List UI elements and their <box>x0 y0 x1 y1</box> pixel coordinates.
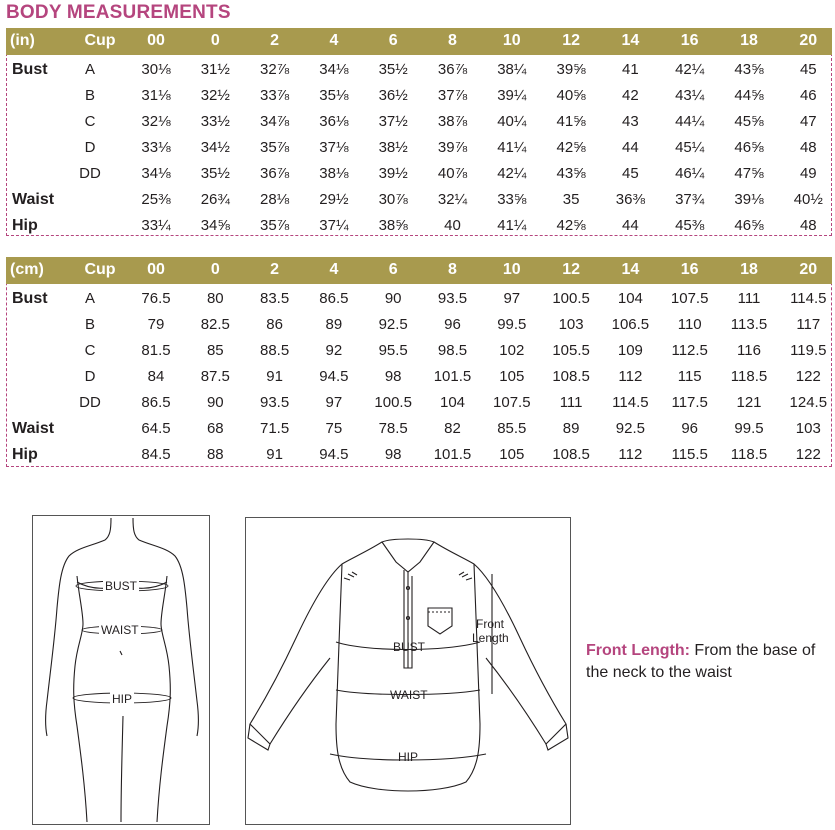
value-cell: 96 <box>681 420 699 437</box>
value-cell: 38⅞ <box>437 113 468 130</box>
value-cell: 90 <box>384 290 402 307</box>
cup-cell: A <box>84 61 95 78</box>
value-cell: 36⅜ <box>615 191 645 208</box>
value-cell: 92.5 <box>615 420 645 437</box>
size-header: 0 <box>210 261 220 278</box>
size-header: 4 <box>329 32 339 49</box>
value-cell: 40¼ <box>497 113 527 130</box>
table-row <box>6 339 832 365</box>
row-label: Bust <box>12 290 48 307</box>
table-row <box>6 287 832 313</box>
inch-table <box>6 28 832 236</box>
value-cell: 43⅝ <box>734 61 764 78</box>
value-cell: 49 <box>799 165 817 182</box>
value-cell: 97 <box>503 290 521 307</box>
value-cell: 81.5 <box>141 342 171 359</box>
value-cell: 114.5 <box>790 290 827 307</box>
value-cell: 78.5 <box>378 420 408 437</box>
value-cell: 115 <box>677 368 702 385</box>
value-cell: 46¼ <box>675 165 705 182</box>
value-cell: 37⅛ <box>319 139 349 156</box>
value-cell: 34⅛ <box>319 61 349 78</box>
value-cell: 37½ <box>378 113 408 130</box>
unit-label: (cm) <box>10 261 44 278</box>
value-cell: 98 <box>384 446 402 463</box>
size-header: 12 <box>562 261 580 278</box>
value-cell: 90 <box>206 394 224 411</box>
value-cell: 40½ <box>793 191 823 208</box>
value-cell: 34⅞ <box>259 113 290 130</box>
value-cell: 107.5 <box>670 290 709 307</box>
size-header: 10 <box>502 32 521 49</box>
size-header: 20 <box>799 261 818 278</box>
value-cell: 71.5 <box>259 420 290 437</box>
row-label: Hip <box>12 446 38 463</box>
table-row <box>6 110 832 136</box>
value-cell: 91 <box>266 446 283 463</box>
value-cell: 85.5 <box>497 420 527 437</box>
value-cell: 86 <box>266 316 283 333</box>
value-cell: 117 <box>796 316 821 333</box>
size-header: 4 <box>329 261 339 278</box>
value-cell: 39¼ <box>497 87 527 104</box>
value-cell: 84 <box>147 368 165 385</box>
value-cell: 104 <box>439 394 466 411</box>
table-row <box>6 365 832 391</box>
waist-label: WAIST <box>101 623 139 637</box>
size-header: 2 <box>270 32 280 49</box>
value-cell: 121 <box>736 394 762 411</box>
value-cell: 42¼ <box>497 165 527 182</box>
table-row <box>6 214 832 240</box>
size-header: 8 <box>448 32 457 49</box>
size-header: 12 <box>562 32 580 49</box>
value-cell: 33⅛ <box>141 139 171 156</box>
value-cell: 41⅝ <box>556 113 586 130</box>
value-cell: 28⅛ <box>259 191 290 208</box>
value-cell: 38¼ <box>497 61 527 78</box>
value-cell: 43 <box>622 113 639 130</box>
value-cell: 95.5 <box>378 342 408 359</box>
value-cell: 89 <box>325 316 343 333</box>
size-header: 00 <box>147 32 165 49</box>
value-cell: 31⅛ <box>141 87 171 104</box>
value-cell: 97 <box>325 394 343 411</box>
value-cell: 32¼ <box>437 191 468 208</box>
table-row <box>6 58 832 84</box>
value-cell: 32⅞ <box>259 61 290 78</box>
table-header <box>6 28 832 55</box>
value-cell: 40⅝ <box>556 87 586 104</box>
value-cell: 46⅝ <box>734 217 764 234</box>
size-header: 14 <box>621 261 640 278</box>
value-cell: 35⅛ <box>319 87 349 104</box>
value-cell: 35 <box>562 191 580 208</box>
value-cell: 103 <box>795 420 821 437</box>
table-row <box>6 391 832 417</box>
value-cell: 94.5 <box>319 446 349 463</box>
value-cell: 111 <box>559 394 583 411</box>
value-cell: 32⅛ <box>141 113 171 130</box>
value-cell: 122 <box>795 368 821 385</box>
value-cell: 82 <box>444 420 461 437</box>
value-cell: 92.5 <box>378 316 408 333</box>
value-cell: 34½ <box>200 139 230 156</box>
value-cell: 80 <box>206 290 224 307</box>
cup-cell: B <box>84 316 95 333</box>
value-cell: 44¼ <box>675 113 705 130</box>
value-cell: 33⅝ <box>497 191 527 208</box>
value-cell: 36½ <box>378 87 408 104</box>
front-length-label: Front Length <box>472 617 509 645</box>
value-cell: 44 <box>622 217 639 234</box>
value-cell: 33½ <box>200 113 230 130</box>
value-cell: 33¼ <box>141 217 171 234</box>
value-cell: 112 <box>618 368 643 385</box>
value-cell: 101.5 <box>433 368 472 385</box>
value-cell: 42¼ <box>675 61 705 78</box>
value-cell: 91 <box>266 368 283 385</box>
value-cell: 25⅜ <box>141 191 171 208</box>
value-cell: 119.5 <box>790 342 827 359</box>
value-cell: 83.5 <box>259 290 290 307</box>
value-cell: 42⅝ <box>556 217 586 234</box>
value-cell: 40⅞ <box>437 165 468 182</box>
value-cell: 116 <box>737 342 761 359</box>
value-cell: 86.5 <box>319 290 349 307</box>
value-cell: 43⅝ <box>556 165 586 182</box>
value-cell: 98 <box>384 368 402 385</box>
size-header: 16 <box>680 261 699 278</box>
note-text: From the base of the neck to the waist <box>586 642 816 681</box>
cup-cell: C <box>84 113 96 130</box>
value-cell: 39⅛ <box>734 191 764 208</box>
value-cell: 35½ <box>378 61 408 78</box>
value-cell: 89 <box>562 420 580 437</box>
bust-label: BUST <box>105 579 138 593</box>
table-row <box>6 162 832 188</box>
value-cell: 84.5 <box>141 446 171 463</box>
value-cell: 43¼ <box>675 87 705 104</box>
value-cell: 32½ <box>200 87 230 104</box>
value-cell: 79 <box>147 316 165 333</box>
value-cell: 44 <box>622 139 639 156</box>
table-row <box>6 443 832 469</box>
value-cell: 112.5 <box>671 342 708 359</box>
value-cell: 106.5 <box>611 316 650 333</box>
value-cell: 88 <box>206 446 224 463</box>
table-header <box>6 257 832 284</box>
value-cell: 85 <box>206 342 224 359</box>
value-cell: 42 <box>622 87 639 104</box>
cup-cell: C <box>84 342 96 359</box>
value-cell: 113.5 <box>730 316 768 333</box>
value-cell: 36⅛ <box>319 113 349 130</box>
shirt-waist-label: WAIST <box>390 688 428 702</box>
value-cell: 102 <box>499 342 525 359</box>
note-term: Front Length: <box>586 642 690 659</box>
value-cell: 41 <box>622 61 639 78</box>
hip-label: HIP <box>112 692 133 706</box>
value-cell: 117.5 <box>671 394 708 411</box>
size-header: 6 <box>388 32 398 49</box>
value-cell: 31½ <box>200 61 230 78</box>
value-cell: 68 <box>206 420 224 437</box>
value-cell: 118.5 <box>730 446 768 463</box>
value-cell: 35⅞ <box>259 139 290 156</box>
size-header: 16 <box>680 32 699 49</box>
cup-cell: D <box>84 368 96 385</box>
value-cell: 44⅝ <box>734 87 764 104</box>
size-header: 18 <box>740 32 758 49</box>
value-cell: 35½ <box>200 165 230 182</box>
value-cell: 105 <box>499 368 525 385</box>
shirt-bust-label: BUST <box>393 640 426 654</box>
value-cell: 45⅝ <box>734 113 764 130</box>
value-cell: 108.5 <box>552 446 590 463</box>
front-length-note <box>586 640 826 684</box>
size-header: 6 <box>388 261 398 278</box>
value-cell: 82.5 <box>200 316 230 333</box>
cup-cell: DD <box>79 394 101 411</box>
value-cell: 75 <box>325 420 343 437</box>
cup-cell: D <box>84 139 96 156</box>
value-cell: 105 <box>499 446 525 463</box>
value-cell: 87.5 <box>200 368 230 385</box>
value-cell: 37¼ <box>319 217 349 234</box>
value-cell: 100.5 <box>552 290 590 307</box>
value-cell: 93.5 <box>437 290 468 307</box>
value-cell: 38⅛ <box>319 165 349 182</box>
value-cell: 41¼ <box>497 217 527 234</box>
value-cell: 30⅞ <box>378 191 408 208</box>
table-row <box>6 313 832 339</box>
value-cell: 100.5 <box>374 394 412 411</box>
value-cell: 34⅝ <box>200 217 230 234</box>
cup-cell: DD <box>79 165 101 182</box>
value-cell: 88.5 <box>259 342 290 359</box>
body-figure <box>32 515 210 825</box>
value-cell: 37¾ <box>675 191 705 208</box>
value-cell: 46 <box>799 87 817 104</box>
value-cell: 110 <box>677 316 702 333</box>
value-cell: 37⅞ <box>437 87 468 104</box>
value-cell: 41¼ <box>497 139 527 156</box>
value-cell: 47⅝ <box>734 165 764 182</box>
value-cell: 124.5 <box>789 394 828 411</box>
value-cell: 47 <box>799 113 817 130</box>
value-cell: 48 <box>799 139 817 156</box>
value-cell: 118.5 <box>730 368 768 385</box>
value-cell: 36⅞ <box>259 165 290 182</box>
value-cell: 96 <box>444 316 461 333</box>
value-cell: 40 <box>444 217 461 234</box>
value-cell: 109 <box>617 342 643 359</box>
cm-table <box>6 257 832 467</box>
cup-cell: B <box>84 87 95 104</box>
size-header: 8 <box>448 261 457 278</box>
value-cell: 38½ <box>378 139 408 156</box>
shirt-illustration <box>246 518 570 824</box>
size-header: 00 <box>147 261 165 278</box>
size-header: 2 <box>270 261 280 278</box>
value-cell: 105.5 <box>552 342 590 359</box>
value-cell: 45¼ <box>675 139 705 156</box>
value-cell: 42⅝ <box>556 139 586 156</box>
value-cell: 107.5 <box>493 394 531 411</box>
value-cell: 112 <box>618 446 643 463</box>
shirt-figure <box>245 517 571 825</box>
table-row <box>6 136 832 162</box>
body-outline-illustration <box>33 516 209 824</box>
value-cell: 99.5 <box>734 420 764 437</box>
value-cell: 99.5 <box>497 316 527 333</box>
value-cell: 46⅝ <box>734 139 764 156</box>
page-title: BODY MEASUREMENTS <box>6 2 231 23</box>
value-cell: 36⅞ <box>437 61 468 78</box>
value-cell: 39⅝ <box>556 61 586 78</box>
row-label: Waist <box>12 420 55 437</box>
value-cell: 26¾ <box>200 191 230 208</box>
size-header: 14 <box>621 32 640 49</box>
value-cell: 103 <box>558 316 584 333</box>
value-cell: 94.5 <box>319 368 349 385</box>
shirt-hip-label: HIP <box>398 750 419 764</box>
value-cell: 122 <box>795 446 821 463</box>
value-cell: 48 <box>799 217 817 234</box>
value-cell: 33⅞ <box>259 87 290 104</box>
value-cell: 93.5 <box>259 394 290 411</box>
value-cell: 45 <box>799 61 817 78</box>
value-cell: 29½ <box>319 191 349 208</box>
value-cell: 92 <box>325 342 343 359</box>
table-row <box>6 188 832 214</box>
value-cell: 108.5 <box>552 368 590 385</box>
row-label: Waist <box>12 191 55 208</box>
value-cell: 38⅝ <box>378 217 408 234</box>
size-header: 20 <box>799 32 818 49</box>
value-cell: 35⅞ <box>259 217 290 234</box>
value-cell: 34⅛ <box>141 165 171 182</box>
value-cell: 111 <box>737 290 761 307</box>
value-cell: 98.5 <box>437 342 468 359</box>
unit-label: (in) <box>10 32 35 49</box>
cup-cell: A <box>84 290 95 307</box>
row-label: Bust <box>12 61 48 78</box>
cup-header: Cup <box>84 261 116 278</box>
value-cell: 30⅛ <box>141 61 171 78</box>
value-cell: 104 <box>617 290 643 307</box>
value-cell: 39⅞ <box>437 139 468 156</box>
table-row <box>6 417 832 443</box>
value-cell: 101.5 <box>433 446 472 463</box>
value-cell: 64.5 <box>141 420 171 437</box>
value-cell: 39½ <box>378 165 408 182</box>
value-cell: 86.5 <box>141 394 171 411</box>
value-cell: 115.5 <box>671 446 708 463</box>
value-cell: 45⅜ <box>675 217 705 234</box>
row-label: Hip <box>12 217 38 234</box>
value-cell: 45 <box>622 165 639 182</box>
cup-header: Cup <box>84 32 116 49</box>
size-header: 0 <box>210 32 220 49</box>
value-cell: 114.5 <box>612 394 649 411</box>
size-header: 18 <box>740 261 758 278</box>
size-header: 10 <box>502 261 521 278</box>
value-cell: 76.5 <box>141 290 171 307</box>
table-row <box>6 84 832 110</box>
